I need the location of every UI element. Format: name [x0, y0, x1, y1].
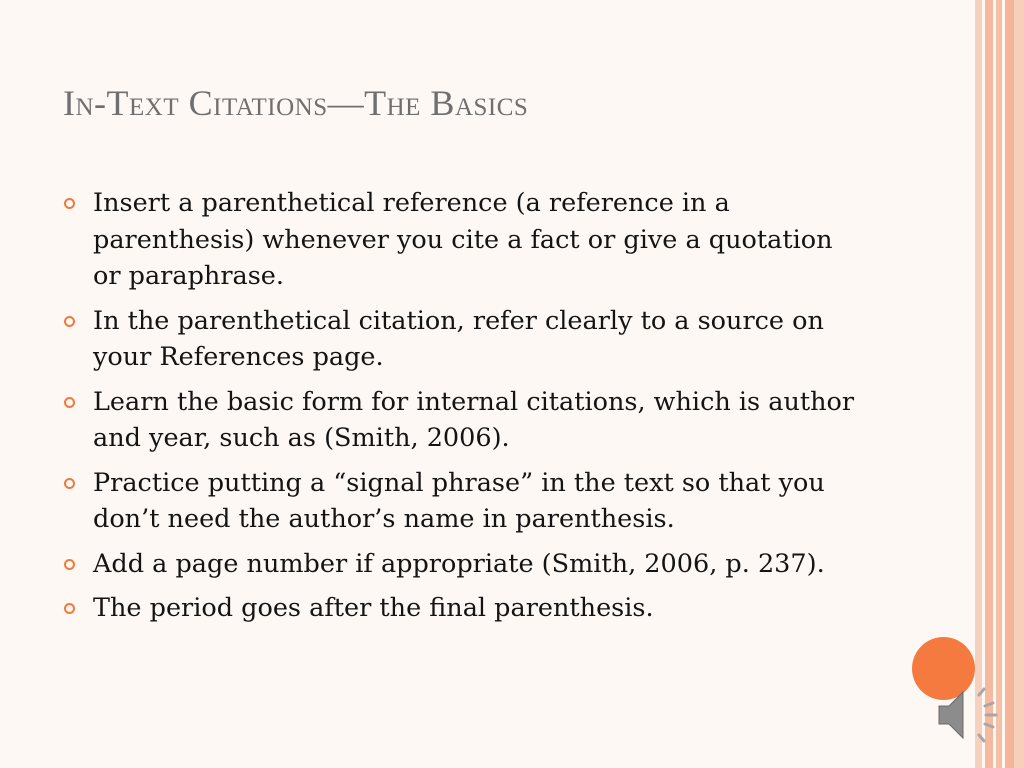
decorative-stripe	[1014, 0, 1024, 768]
decorative-stripe	[985, 0, 993, 768]
bullet-text: Add a page number if appropriate (Smith, 2006, p. 237).	[93, 548, 825, 579]
bullet-text: Insert a parenthetical reference (a reference in a parenthesis) whenever you cite a fact or give a quotation or paraphrase.	[93, 188, 833, 291]
bullet-icon	[64, 198, 75, 209]
bullet-item	[62, 303, 862, 376]
bullet-icon	[64, 478, 75, 489]
bullet-text: In the parenthetical citation, refer clearly to a source on your References page.	[93, 305, 824, 372]
decorative-stripe	[975, 0, 982, 768]
bullet-icon	[64, 316, 75, 327]
bullet-list	[62, 185, 862, 635]
speaker-icon[interactable]	[935, 684, 1005, 746]
bullet-text: Practice putting a “signal phrase” in the text so that you don’t need the author’s name in parenthesis.	[93, 467, 825, 534]
bullet-item	[62, 590, 862, 627]
bullet-icon	[64, 603, 75, 614]
bullet-item	[62, 384, 862, 457]
bullet-item	[62, 185, 862, 295]
decorative-stripe	[1005, 0, 1014, 768]
bullet-icon	[64, 559, 75, 570]
bullet-text: The period goes after the final parenthesis.	[93, 593, 654, 623]
bullet-item	[62, 546, 862, 583]
bullet-text: Learn the basic form for internal citations, which is author and year, such as (Smith, 2006).	[93, 386, 855, 453]
slide-title: In-Text Citations—The Basics	[63, 83, 529, 123]
bullet-item	[62, 465, 862, 538]
bullet-icon	[64, 397, 75, 408]
